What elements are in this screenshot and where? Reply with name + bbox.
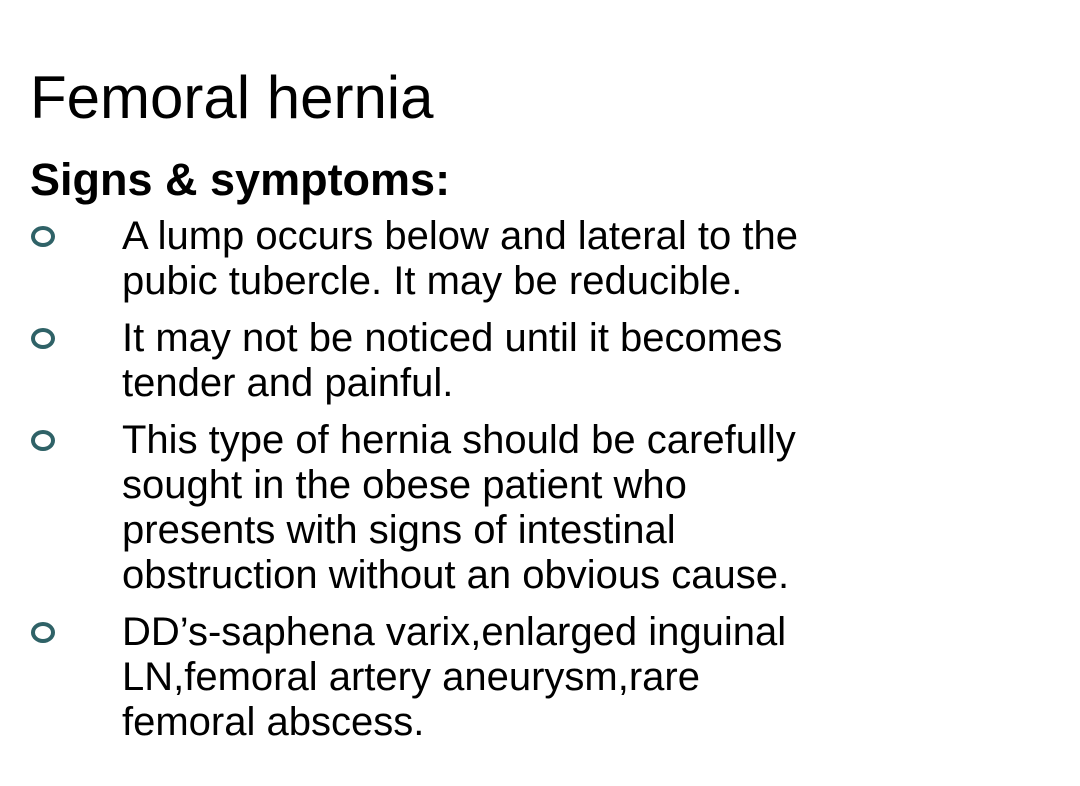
bullet-item — [28, 418, 1068, 598]
circle-bullet-icon — [31, 328, 55, 349]
bullet-line: It may not be noticed until it becomes — [122, 316, 783, 360]
bullet-item — [28, 214, 1068, 304]
circle-bullet-icon — [31, 226, 55, 247]
bullet-item — [28, 610, 1068, 745]
bullet-line: obstruction without an obvious cause. — [122, 553, 790, 597]
bullet-text — [122, 610, 1068, 745]
bullet-text — [122, 316, 1068, 406]
bullet-line: DD’s-saphena varix,enlarged inguinal — [122, 610, 787, 654]
bullet-list — [28, 214, 1068, 757]
circle-bullet-icon — [31, 622, 55, 643]
slide-title: Femoral hernia — [30, 64, 434, 131]
bullet-line: femoral abscess. — [122, 700, 425, 744]
bullet-item — [28, 316, 1068, 406]
slide-subtitle: Signs & symptoms: — [30, 154, 451, 205]
bullet-line: A lump occurs below and lateral to the — [122, 214, 798, 258]
bullet-line: tender and painful. — [122, 361, 454, 405]
bullet-line: presents with signs of intestinal — [122, 508, 676, 552]
bullet-line: sought in the obese patient who — [122, 463, 687, 507]
circle-bullet-icon — [31, 430, 55, 451]
bullet-text — [122, 214, 1068, 304]
bullet-line: LN,femoral artery aneurysm,rare — [122, 655, 700, 699]
bullet-line: pubic tubercle. It may be reducible. — [122, 259, 743, 303]
bullet-line: This type of hernia should be carefully — [122, 418, 796, 462]
bullet-text — [122, 418, 1068, 598]
